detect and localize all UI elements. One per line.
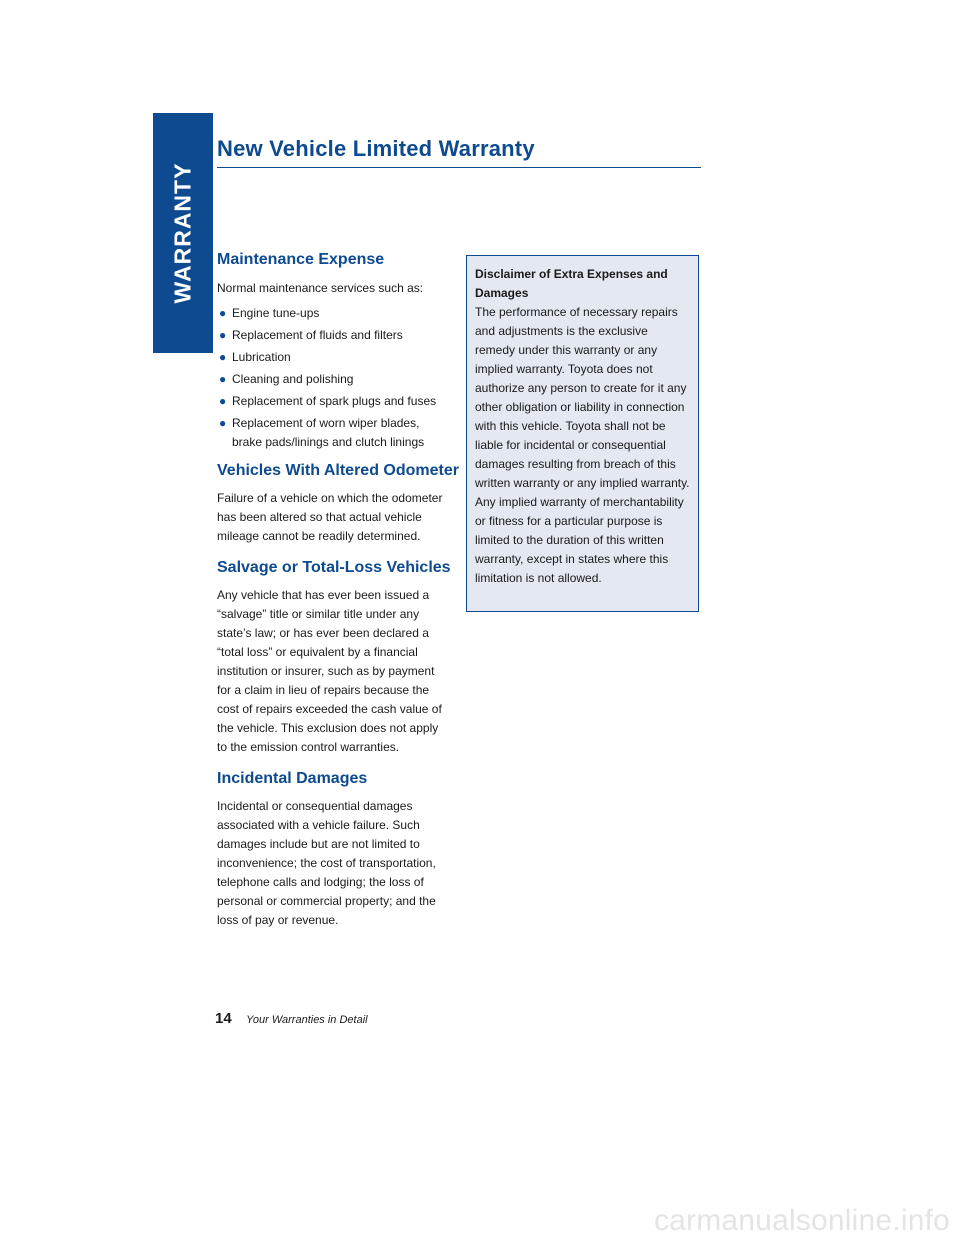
list-item-text: Engine tune-ups: [232, 306, 320, 320]
bullet-dot-icon: ●: [219, 394, 227, 408]
disclaimer-text: The performance of necessary repairs and adjustments is the exclusive remedy under this warranty or any implied warranty. Toyota does not authorize any person to create for it any other obligation or liability in connection with this vehicle. Toyota shall not be liable for incidental or consequential damages resulting from breach of this written warranty or any implied warranty. Any implied warranty of merchantability or fitness for a particular purpose is limited to the duration of this written warranty, except in states where this limitation is not allowed.: [475, 305, 690, 585]
section-heading: Salvage or Total-Loss Vehicles: [217, 559, 451, 576]
disclaimer-title: Disclaimer of Extra Expenses and Damages: [475, 267, 668, 300]
footer-label: Your Warranties in Detail: [246, 1014, 368, 1026]
page-title: New Vehicle Limited Warranty: [217, 136, 535, 161]
list-item-text: Replacement of spark plugs and fuses: [232, 394, 437, 408]
list-item: [217, 348, 451, 367]
section-heading: Maintenance Expense: [217, 251, 385, 268]
page-footer: [215, 1010, 368, 1028]
list-item-text: Replacement of fluids and filters: [232, 328, 403, 342]
side-tab: [153, 113, 213, 353]
bullet-dot-icon: ●: [219, 328, 227, 342]
watermark: carmanualsonline.info: [653, 1204, 950, 1237]
list-item: [217, 370, 451, 389]
bullet-dot-icon: ●: [219, 350, 227, 364]
section-intro: Normal maintenance services such as:: [217, 281, 424, 295]
list-item: [217, 414, 451, 452]
section-salvage-total-loss: [217, 559, 451, 757]
section-text: Failure of a vehicle on which the odometer has been altered so that actual vehicle mileage cannot be readily determined.: [217, 491, 443, 543]
list-item: [217, 326, 451, 345]
section-maintenance-expense: [217, 251, 451, 452]
section-heading: Vehicles With Altered Odometer: [217, 462, 459, 479]
section-text: Incidental or consequential damages associated with a vehicle failure. Such damages include but are not limited to inconvenience; the cost of transportation, telephone calls and lodging; the loss of personal or commercial property; and the loss of pay or revenue.: [217, 799, 436, 927]
bullet-dot-icon: ●: [219, 416, 227, 430]
page-number: 14: [215, 1010, 232, 1027]
list-item: [217, 304, 451, 323]
bullet-dot-icon: ●: [219, 372, 227, 386]
maintenance-list: [217, 304, 451, 452]
left-column: [217, 251, 459, 930]
disclaimer-box: [466, 255, 699, 612]
list-item-text: Lubrication: [232, 350, 291, 364]
section-text: Any vehicle that has ever been issued a “salvage” title or similar title under any state’s law; or has ever been declared a “total loss” or equivalent by a financial institution or insurer, such as by payment for a claim in lieu of repairs because the cost of repairs exceeded the cash value of the vehicle. This exclusion does not apply to the emission control warranties.: [217, 588, 442, 754]
side-tab-label: WARRANTY: [169, 162, 196, 304]
section-incidental-damages: [217, 770, 451, 930]
list-item: [217, 392, 451, 411]
section-altered-odometer: [217, 462, 459, 546]
section-heading: Incidental Damages: [217, 770, 368, 787]
title-divider: [217, 167, 701, 168]
list-item-text: Replacement of worn wiper blades, brake pads/linings and clutch linings: [232, 416, 425, 449]
bullet-dot-icon: ●: [219, 306, 227, 320]
list-item-text: Cleaning and polishing: [232, 372, 354, 386]
